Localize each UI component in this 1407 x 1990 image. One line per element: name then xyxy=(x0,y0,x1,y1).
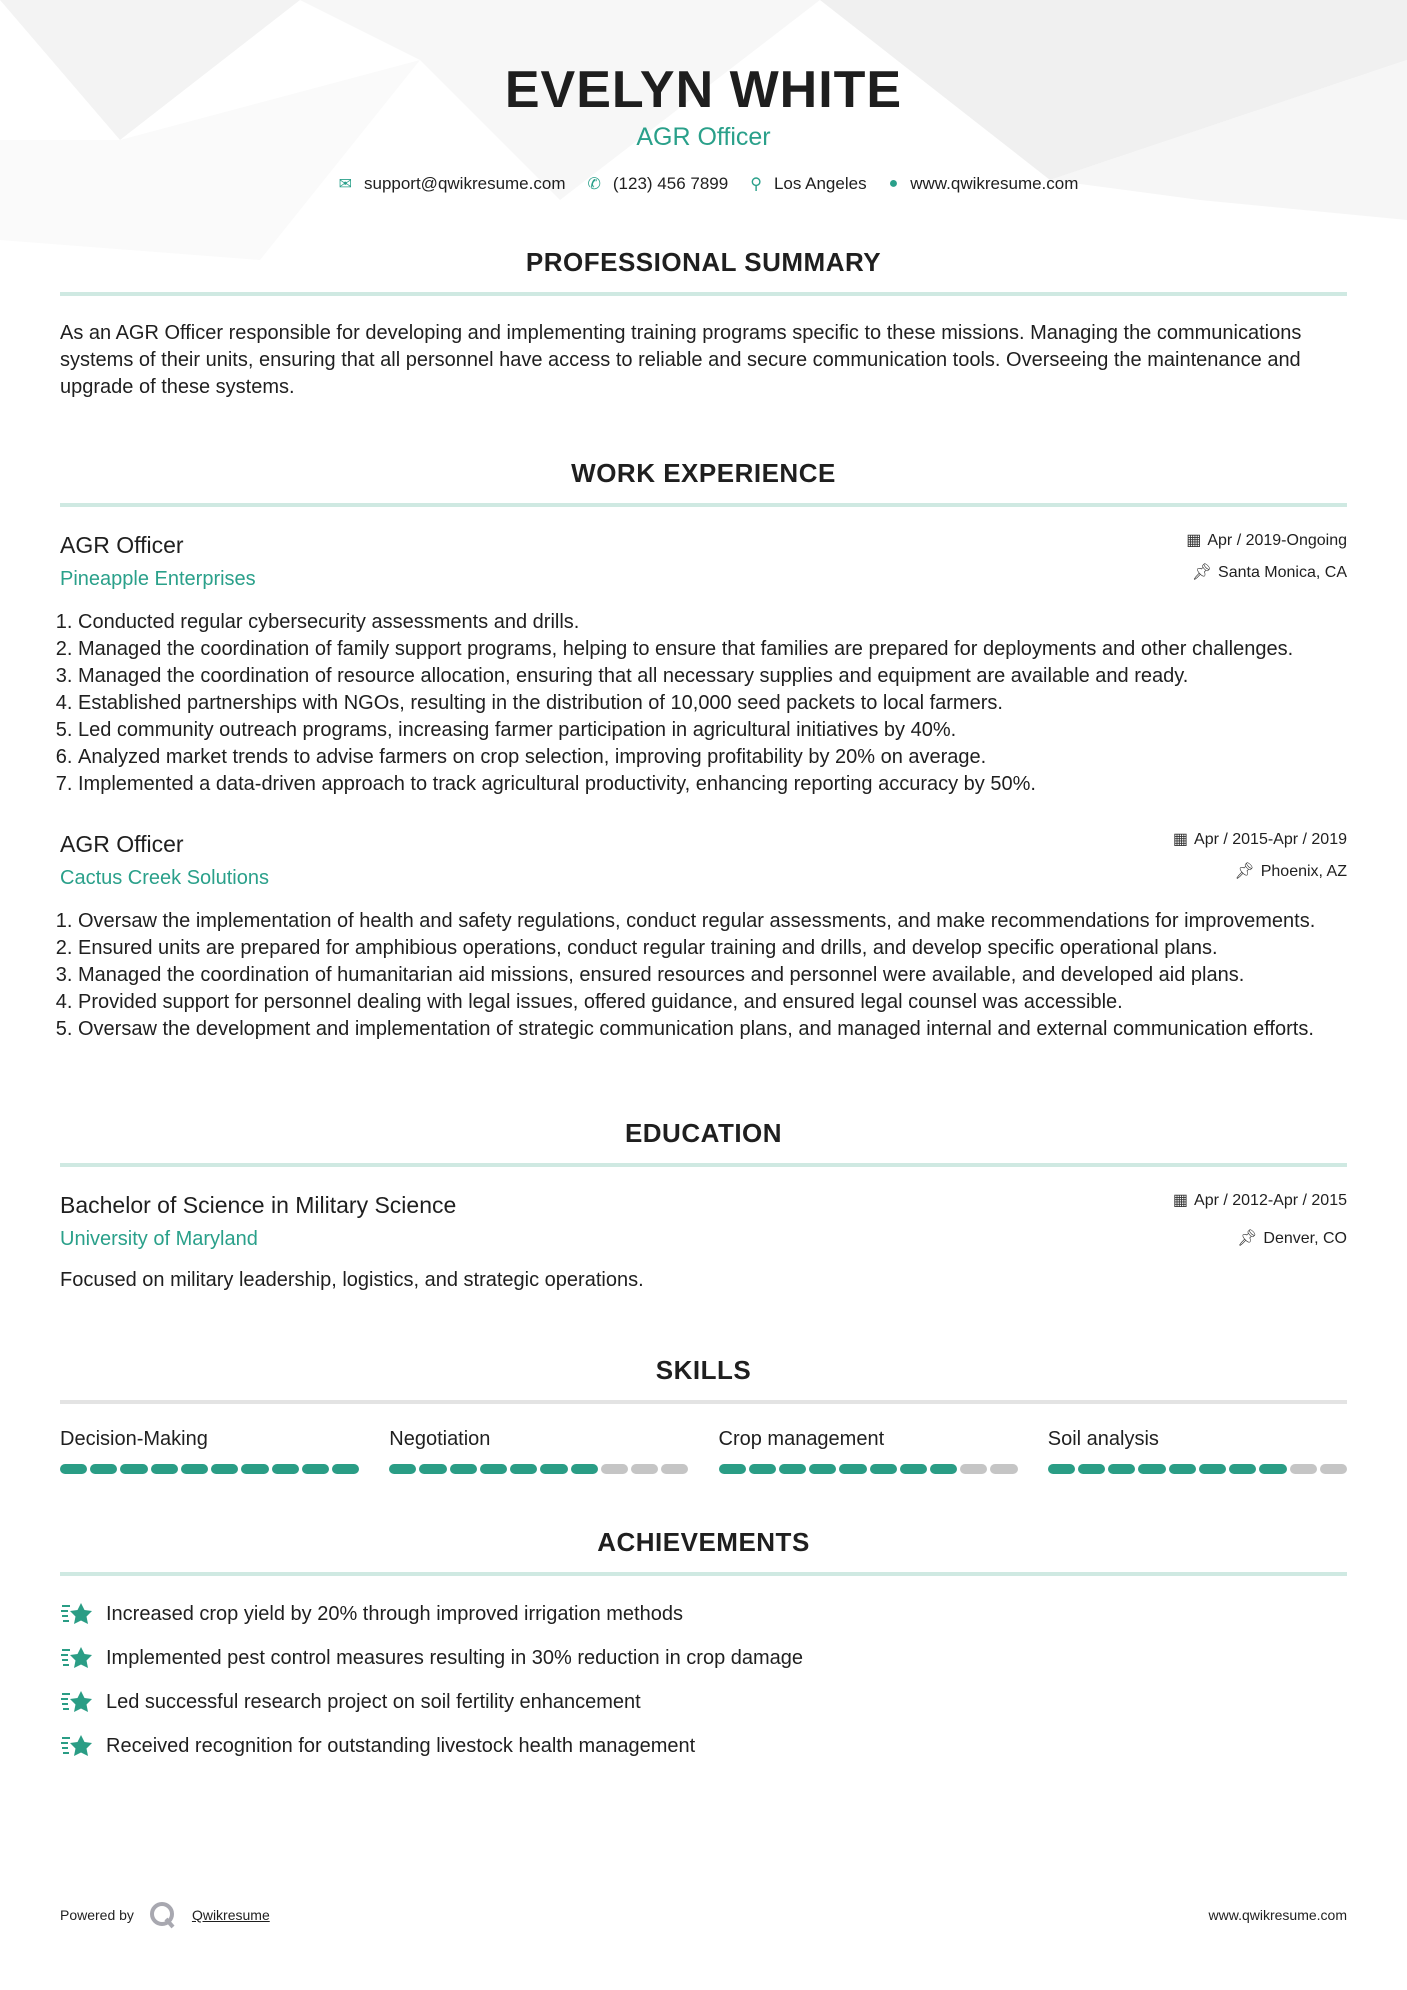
envelope-icon: ✉ xyxy=(338,176,352,193)
star-icon xyxy=(60,1600,94,1628)
divider xyxy=(60,1163,1347,1167)
education-heading: EDUCATION xyxy=(624,1118,783,1148)
calendar-icon: ▦ xyxy=(1172,1192,1189,1209)
summary-text: As an AGR Officer responsible for developing and implementing training programs specific to these missions. Managing the communications systems of their units, ensuring that all personnel have access to reliable and secure communication tools. Overseeing the maintenance and upgrade of these systems. xyxy=(60,322,1302,398)
list-item: 1. Oversaw the implementation of health and safety regulations, conduct regular assessments, and make recommendations for improvements. xyxy=(78,908,1347,935)
education-entry xyxy=(60,1191,1347,1294)
list-item: 5. Oversaw the development and implementation of strategic communication plans, and managed internal and external communication efforts. xyxy=(78,1016,1347,1043)
skill-segment-filled xyxy=(302,1464,329,1474)
pin-icon: 📌︎ xyxy=(1191,564,1213,581)
skill-item xyxy=(60,1426,359,1474)
job-title: AGR Officer xyxy=(60,831,184,857)
edu-dates: Apr / 2012-Apr / 2015 xyxy=(1194,1192,1347,1209)
skill-segment-filled xyxy=(719,1464,746,1474)
skill-level-bar xyxy=(1048,1464,1347,1474)
skill-segment-filled xyxy=(419,1464,446,1474)
degree: Bachelor of Science in Military Science xyxy=(60,1192,457,1218)
skills-heading: SKILLS xyxy=(655,1355,752,1385)
skills-list xyxy=(60,1426,1347,1474)
experience-heading: WORK EXPERIENCE xyxy=(571,458,836,488)
skill-item xyxy=(1048,1426,1347,1474)
skill-segment-filled xyxy=(749,1464,776,1474)
list-item: 2. Managed the coordination of family support programs, helping to ensure that families are prepared for deployments and other challenges. xyxy=(78,636,1347,663)
skill-segment-filled xyxy=(332,1464,359,1474)
skill-segment-empty xyxy=(1290,1464,1317,1474)
map-pin-icon: ⚲ xyxy=(750,176,762,193)
skill-segment-filled xyxy=(779,1464,806,1474)
qwikresume-link[interactable]: Qwikresume xyxy=(191,1907,270,1923)
pin-icon: 📌︎ xyxy=(1234,863,1255,880)
skill-segment-filled xyxy=(809,1464,836,1474)
achievement-text: Implemented pest control measures resulting in 30% reduction in crop damage xyxy=(106,1646,804,1669)
skill-segment-filled xyxy=(1169,1464,1196,1474)
email[interactable]: support@qwikresume.com xyxy=(363,174,566,193)
list-item: 3. Managed the coordination of resource allocation, ensuring that all necessary supplies and equipment are available and ready. xyxy=(78,663,1347,690)
edu-location: Denver, CO xyxy=(1263,1230,1347,1247)
edu-description: Focused on military leadership, logistics, and strategic operations. xyxy=(60,1269,644,1291)
skill-segment-filled xyxy=(571,1464,598,1474)
skill-item xyxy=(389,1426,688,1474)
skill-segment-filled xyxy=(272,1464,299,1474)
divider xyxy=(60,292,1347,296)
skill-segment-filled xyxy=(839,1464,866,1474)
list-item: 3. Managed the coordination of humanitarian aid missions, ensured resources and personnel were available, and developed aid plans. xyxy=(78,962,1347,989)
skill-name: Decision-Making xyxy=(60,1428,208,1450)
skill-segment-filled xyxy=(540,1464,567,1474)
website[interactable]: www.qwikresume.com xyxy=(910,174,1079,193)
star-icon xyxy=(60,1732,94,1760)
skill-segment-filled xyxy=(450,1464,477,1474)
skill-segment-filled xyxy=(1259,1464,1286,1474)
school: University of Maryland xyxy=(60,1228,258,1250)
phone: (123) 456 7899 xyxy=(612,174,729,193)
skill-segment-empty xyxy=(631,1464,658,1474)
skill-segment-filled xyxy=(1108,1464,1135,1474)
job-location: Santa Monica, CA xyxy=(1218,564,1347,581)
location: Los Angeles xyxy=(773,174,867,193)
skill-segment-filled xyxy=(510,1464,537,1474)
skill-segment-filled xyxy=(480,1464,507,1474)
skill-segment-filled xyxy=(389,1464,416,1474)
contact-row xyxy=(60,172,1347,196)
job-bullets xyxy=(60,908,1347,1043)
footer xyxy=(60,1900,1347,1930)
skill-segment-filled xyxy=(211,1464,238,1474)
divider xyxy=(60,503,1347,507)
skill-level-bar xyxy=(719,1464,1018,1474)
job-bullets xyxy=(60,609,1347,798)
powered-by-label: Powered by xyxy=(60,1907,134,1923)
achievement-text: Increased crop yield by 20% through improved irrigation methods xyxy=(106,1602,683,1625)
company: Pineapple Enterprises xyxy=(60,568,256,590)
calendar-icon: ▦ xyxy=(1186,532,1202,549)
achievement-item xyxy=(60,1680,1347,1724)
list-item: 4. Established partnerships with NGOs, resulting in the distribution of 10,000 seed packets to local farmers. xyxy=(78,690,1347,717)
job-entry xyxy=(60,830,1347,1043)
skill-segment-filled xyxy=(90,1464,117,1474)
skill-segment-empty xyxy=(661,1464,688,1474)
achievements-list xyxy=(60,1592,1347,1768)
skill-segment-empty xyxy=(601,1464,628,1474)
job-dates: Apr / 2019-Ongoing xyxy=(1207,532,1347,549)
skill-name: Soil analysis xyxy=(1047,1428,1159,1450)
achievement-text: Received recognition for outstanding livestock health management xyxy=(106,1734,696,1757)
skill-segment-filled xyxy=(930,1464,957,1474)
job-title: AGR Officer xyxy=(60,532,184,558)
achievement-text: Led successful research project on soil fertility enhancement xyxy=(106,1690,641,1713)
skill-segment-empty xyxy=(960,1464,987,1474)
skill-item xyxy=(719,1426,1018,1474)
star-icon xyxy=(60,1644,94,1672)
skill-segment-filled xyxy=(1138,1464,1165,1474)
qwikresume-logo-icon xyxy=(148,1900,178,1930)
job-dates: Apr / 2015-Apr / 2019 xyxy=(1194,831,1347,848)
candidate-name: EVELYN WHITE xyxy=(504,61,903,119)
skill-name: Negotiation xyxy=(389,1428,491,1450)
calendar-icon: ▦ xyxy=(1172,831,1189,848)
skill-segment-filled xyxy=(1078,1464,1105,1474)
list-item: 4. Provided support for personnel dealing with legal issues, offered guidance, and ensured legal counsel was accessible. xyxy=(78,989,1347,1016)
achievement-item xyxy=(60,1724,1347,1768)
skill-name: Crop management xyxy=(718,1428,885,1450)
achievement-item xyxy=(60,1592,1347,1636)
footer-website[interactable]: www.qwikresume.com xyxy=(1208,1907,1347,1923)
skill-segment-filled xyxy=(151,1464,178,1474)
skill-segment-filled xyxy=(1199,1464,1226,1474)
achievements-heading: ACHIEVEMENTS xyxy=(597,1527,810,1557)
company: Cactus Creek Solutions xyxy=(60,867,269,889)
skill-segment-filled xyxy=(241,1464,268,1474)
job-location: Phoenix, AZ xyxy=(1260,863,1347,880)
skill-segment-filled xyxy=(1229,1464,1256,1474)
skill-segment-filled xyxy=(181,1464,208,1474)
star-icon xyxy=(60,1688,94,1716)
achievement-item xyxy=(60,1636,1347,1680)
skill-level-bar xyxy=(60,1464,359,1474)
candidate-title: AGR Officer xyxy=(636,123,771,151)
globe-icon: ● xyxy=(888,175,899,192)
summary-heading: PROFESSIONAL SUMMARY xyxy=(525,247,882,277)
skill-segment-filled xyxy=(1048,1464,1075,1474)
phone-icon: ✆ xyxy=(587,176,601,193)
pin-icon: 📌︎ xyxy=(1237,1230,1258,1247)
list-item: 6. Analyzed market trends to advise farmers on crop selection, improving profitability by 20% on average. xyxy=(78,744,1347,771)
skill-segment-filled xyxy=(870,1464,897,1474)
skill-segment-empty xyxy=(1320,1464,1347,1474)
list-item: 2. Ensured units are prepared for amphibious operations, conduct regular training and drills, and develop specific operational plans. xyxy=(78,935,1347,962)
list-item: 1. Conducted regular cybersecurity assessments and drills. xyxy=(78,609,1347,636)
job-entry xyxy=(60,531,1347,798)
skill-segment-filled xyxy=(900,1464,927,1474)
skill-level-bar xyxy=(389,1464,688,1474)
skill-segment-empty xyxy=(990,1464,1017,1474)
list-item: 7. Implemented a data-driven approach to track agricultural productivity, enhancing reporting accuracy by 50%. xyxy=(78,771,1347,798)
skill-segment-filled xyxy=(60,1464,87,1474)
divider xyxy=(60,1400,1347,1404)
list-item: 5. Led community outreach programs, increasing farmer participation in agricultural initiatives by 40%. xyxy=(78,717,1347,744)
skill-segment-filled xyxy=(120,1464,147,1474)
divider xyxy=(60,1572,1347,1576)
